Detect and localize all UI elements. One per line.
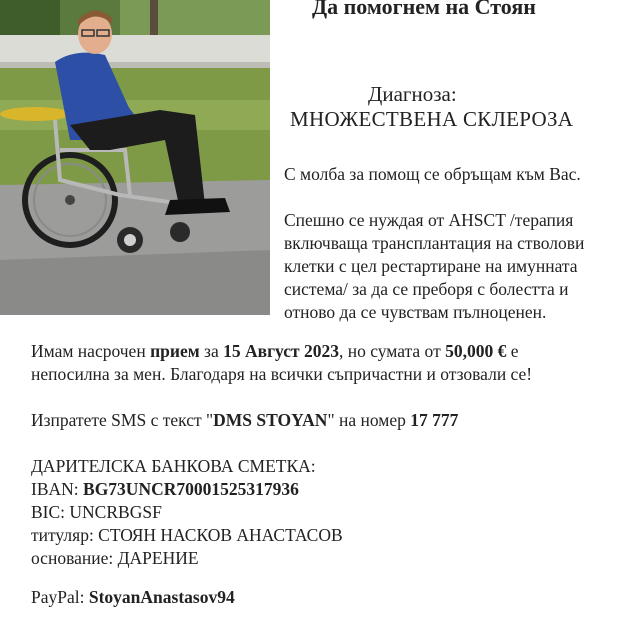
sms-code: DMS STOYAN bbox=[213, 410, 328, 430]
sms-number: 17 777 bbox=[410, 410, 459, 430]
bic-line: BIC: UNCRBGSF bbox=[31, 502, 162, 522]
iban-line: IBAN: BG73UNCR70001525317936 bbox=[31, 479, 299, 499]
therapy-line: Спешно се нуждая от AHSCT /терапия bbox=[284, 210, 574, 230]
basis-line: основание: ДАРЕНИЕ bbox=[31, 548, 199, 568]
therapy-line: система/ за да се преборя с болестта и bbox=[284, 279, 569, 299]
appointment-paragraph bbox=[31, 340, 532, 386]
sms-instruction: Изпратете SMS с текст "DMS STOYAN" на номер 17 777 bbox=[31, 410, 459, 430]
therapy-line: включваща трансплантация на стволови bbox=[284, 233, 585, 253]
bank-heading: ДАРИТЕЛСКА БАНКОВА СМЕТКА: bbox=[31, 456, 316, 476]
holder-line: титуляр: СТОЯН НАСКОВ АНАСТАСОВ bbox=[31, 525, 343, 545]
diagnosis-value: МНОЖЕСТВЕНА СКЛЕРОЗА bbox=[290, 107, 574, 131]
appointment-keyword: прием bbox=[150, 341, 200, 361]
therapy-line: клетки с цел рестартиране на имунната bbox=[284, 256, 578, 276]
appointment-line-2: непосилна за мен. Благодаря на всички съпричастни и отзовали се! bbox=[31, 364, 533, 384]
appointment-line-1: Имам насрочен прием за 15 Август 2023, но сумата от 50,000 € е bbox=[31, 341, 519, 361]
iban-value: BG73UNCR70001525317936 bbox=[83, 479, 299, 499]
photo-man-in-wheelchair bbox=[0, 0, 270, 315]
appointment-date: 15 Август 2023 bbox=[223, 341, 339, 361]
bank-details bbox=[31, 455, 343, 570]
therapy-line: отново да се чувствам пълноценен. bbox=[284, 302, 547, 322]
paypal-line: PayPal: StoyanAnastasov94 bbox=[31, 587, 235, 607]
appeal-text: С молба за помощ се обръщам към Вас. bbox=[284, 164, 581, 184]
diagnosis-label: Диагноза: bbox=[368, 82, 457, 106]
therapy-paragraph bbox=[284, 209, 584, 324]
appointment-amount: 50,000 € bbox=[445, 341, 507, 361]
paypal-account: StoyanAnastasov94 bbox=[88, 587, 235, 607]
page-title: Да помогнем на Стоян bbox=[312, 0, 536, 19]
